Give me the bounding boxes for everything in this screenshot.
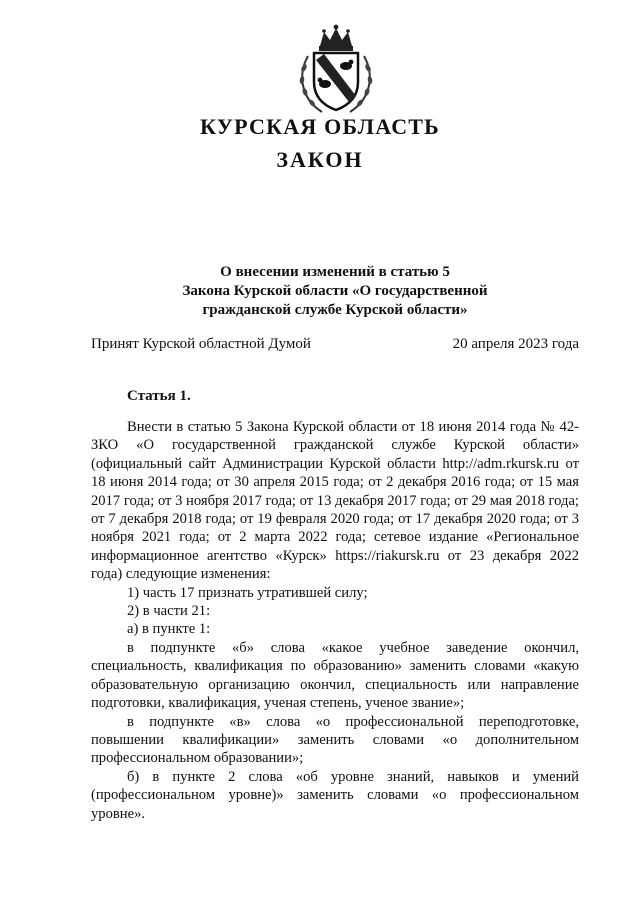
article-title: Статья 1. [127,388,191,404]
article-paragraph: в подпункте «б» слова «какое учебное заведение окончил, специальность, квалификация по образованию» заменить словами «какую образовательную организацию окончил, специальность или направление подготовки, квалификация, ученая степень, ученое звание»; [91,639,579,712]
law-title-line-3: гражданской службе Курской области» [202,302,468,318]
article-paragraph: 2) в части 21: [127,603,211,620]
region-name: КУРСКАЯ ОБЛАСТЬ [200,114,440,139]
law-title [120,263,550,320]
crown-icon [319,25,353,51]
law-title-line-2: Закона Курской области «О государственной [182,283,488,299]
document-type: ЗАКОН [276,147,364,172]
article-body [91,418,579,823]
coat-of-arms-emblem [294,22,378,118]
article-paragraph: а) в пункте 1: [127,621,211,638]
adoption-line [91,336,579,353]
article-paragraph: Внести в статью 5 Закона Курской области от 18 июня 2014 года № 42-ЗКО «О государственной гражданской службе Курской области» (официальный сайт Администрации Курской области http://adm.rkursk.ru от 18 июня 2014 года; от 30 апреля 2015 года; от 2 декабря 2016 года; от 15 мая 2017 года; от 3 ноября 2017 года; от 13 декабря 2017 года; от 29 мая 2018 года; от 7 декабря 2018 года; от 19 февраля 2020 года; от 17 декабря 2020 года; от 3 ноября 2021 года; от 2 марта 2022 года; сетевое издание «Региональное информационное агентство «Курск» https://riakursk.ru от 23 декабря 2022 года) следующие изменения: [91,419,579,583]
adopted-by: Принят Курской областной Думой [91,336,311,352]
article-paragraph: б) в пункте 2 слова «об уровне знаний, навыков и умений (профессиональном уровне)» заменить словами «о профессиональном уровне». [91,768,579,822]
law-title-line-1: О внесении изменений в статью 5 [220,264,450,280]
article-paragraph: в подпункте «в» слова «о профессиональной переподготовке, повышении квалификации» заменить словами «о дополнительном профессиональном образовании»; [91,713,579,767]
article-paragraph: 1) часть 17 признать утратившей силу; [127,584,368,601]
adoption-date: 20 апреля 2023 года [452,336,579,352]
